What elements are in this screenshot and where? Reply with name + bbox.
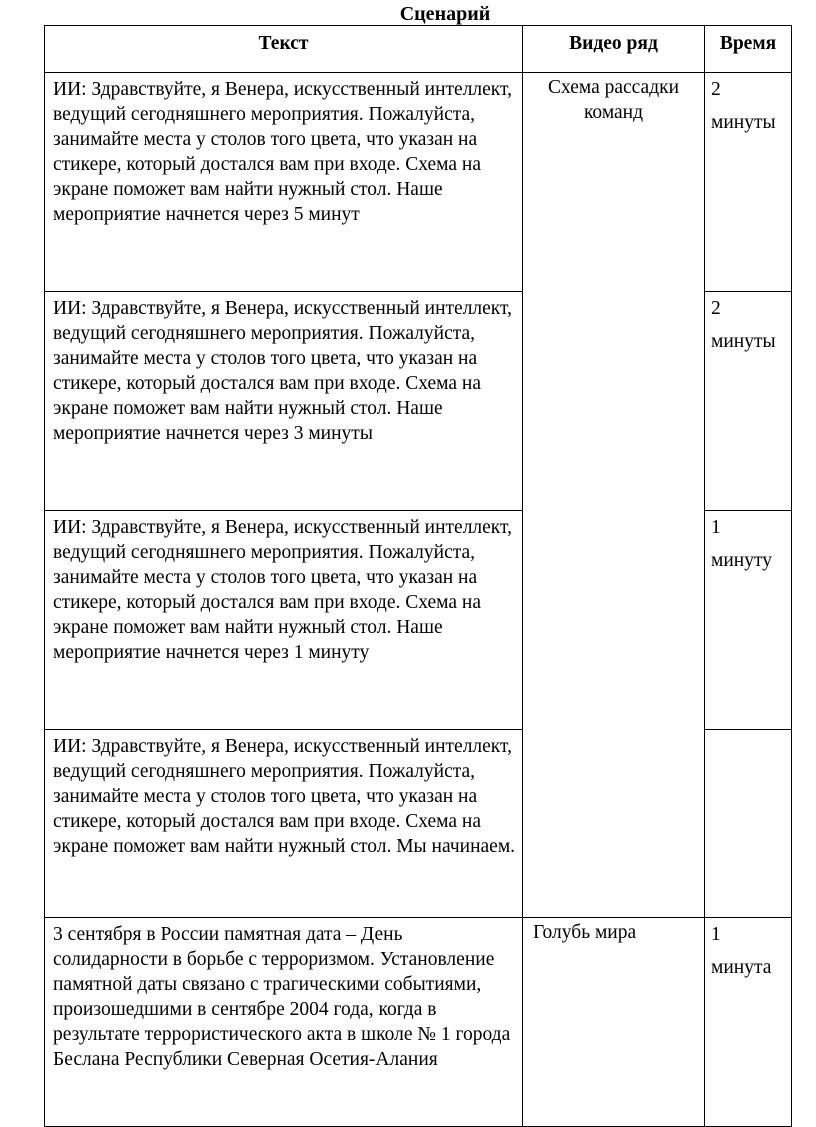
row-time <box>705 730 792 918</box>
time-unit: минуту <box>711 550 772 571</box>
time-unit: минуты <box>711 331 776 352</box>
row-video: Схема рассадки команд <box>523 73 705 918</box>
row-text: ИИ: Здравствуйте, я Венера, искусственный интеллект, ведущий сегодняшнего мероприятия. Пожалуйста, занимайте места у столов того цвета, что указан на стикере, который достался вам при входе. Схема на экране поможет вам найти нужный стол. Мы начинаем. <box>45 730 523 918</box>
table-header-row <box>45 26 792 73</box>
row-text: ИИ: Здравствуйте, я Венера, искусственный интеллект, ведущий сегодняшнего мероприятия. Пожалуйста, занимайте места у столов того цвета, что указан на стикере, который достался вам при входе. Схема на экране поможет вам найти нужный стол. Наше мероприятие начнется через 5 минут <box>45 73 523 292</box>
time-number: 2 <box>711 298 721 319</box>
header-time: Время <box>705 26 792 73</box>
time-unit: минута <box>711 957 772 978</box>
table-row <box>45 918 792 1127</box>
row-time <box>705 918 792 1127</box>
row-video: Голубь мира <box>523 918 705 1127</box>
row-text: ИИ: Здравствуйте, я Венера, искусственный интеллект, ведущий сегодняшнего мероприятия. Пожалуйста, занимайте места у столов того цвета, что указан на стикере, который достался вам при входе. Схема на экране поможет вам найти нужный стол. Наше мероприятие начнется через 1 минуту <box>45 511 523 730</box>
row-text: ИИ: Здравствуйте, я Венера, искусственный интеллект, ведущий сегодняшнего мероприятия. Пожалуйста, занимайте места у столов того цвета, что указан на стикере, который достался вам при входе. Схема на экране поможет вам найти нужный стол. Наше мероприятие начнется через 3 минуты <box>45 292 523 511</box>
document-title: Сценарий <box>399 3 491 25</box>
row-time <box>705 73 792 292</box>
header-text: Текст <box>45 26 523 73</box>
header-video: Видео ряд <box>523 26 705 73</box>
row-text: 3 сентября в России памятная дата – День солидарности в борьбе с терроризмом. Установление памятной даты связано с трагическими событиями, произошедшими в сентябре 2004 года, когда в результате террористического акта в школе № 1 города Беслана Республики Северная Осетия-Алания <box>45 918 523 1127</box>
time-unit: минуты <box>711 112 776 133</box>
time-number: 2 <box>711 79 721 100</box>
time-number: 1 <box>711 924 721 945</box>
time-number: 1 <box>711 517 721 538</box>
script-table <box>44 25 792 1127</box>
table-row <box>45 73 792 292</box>
row-time <box>705 292 792 511</box>
row-time <box>705 511 792 730</box>
